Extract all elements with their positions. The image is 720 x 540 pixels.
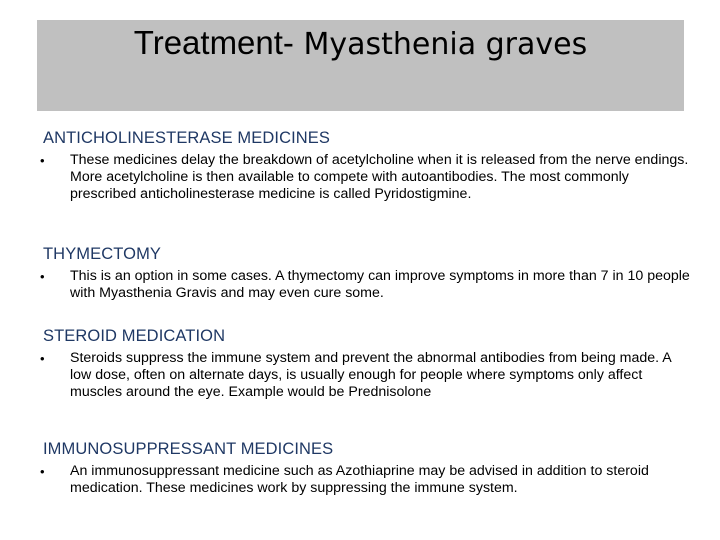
section-heading: ANTICHOLINESTERASE MEDICINES (43, 129, 331, 147)
section-heading: IMMUNOSUPPRESSANT MEDICINES (43, 440, 334, 458)
slide-title (37, 18, 684, 70)
bullet-text: Steroids suppress the immune system and prevent the abnormal antibodies from being made. A low dose, often on alternate days, is usually enough for people where symptoms only affect muscles around the eye. Example would be Prednisolone (70, 350, 671, 400)
bullet-text: This is an option in some cases. A thymectomy can improve symptoms in more than 7 in 10 people with Myasthenia Gravis and may even cure some. (70, 268, 690, 301)
slide-title-bold: Treatment- (133, 24, 294, 61)
section-heading: THYMECTOMY (43, 245, 162, 263)
section-thymectomy (40, 244, 693, 302)
bullet-item (40, 350, 693, 401)
bullet-item (40, 268, 693, 302)
bullet-item (40, 152, 693, 203)
bullet-marker: • (40, 464, 45, 479)
bullet-marker: • (40, 153, 45, 168)
section-heading: STEROID MEDICATION (43, 327, 226, 345)
bullet-marker: • (40, 351, 45, 366)
section-immunosuppressant (40, 439, 693, 497)
bullet-item (40, 463, 693, 497)
bullet-text: An immunosuppressant medicine such as Azothiaprine may be advised in addition to steroid medication. These medicines work by suppressing the immune system. (70, 463, 649, 496)
section-anticholinesterase (40, 128, 693, 203)
bullet-text: These medicines delay the breakdown of acetylcholine when it is released from the nerve endings. More acetylcholine is then available to compete with autoantibodies. The most commonly prescribed anticholinesterase medicine is called Pyridostigmine. (70, 152, 689, 202)
section-steroid-medication (40, 326, 693, 401)
bullet-marker: • (40, 269, 45, 284)
slide-title-rest: Myasthenia graves (293, 27, 588, 62)
